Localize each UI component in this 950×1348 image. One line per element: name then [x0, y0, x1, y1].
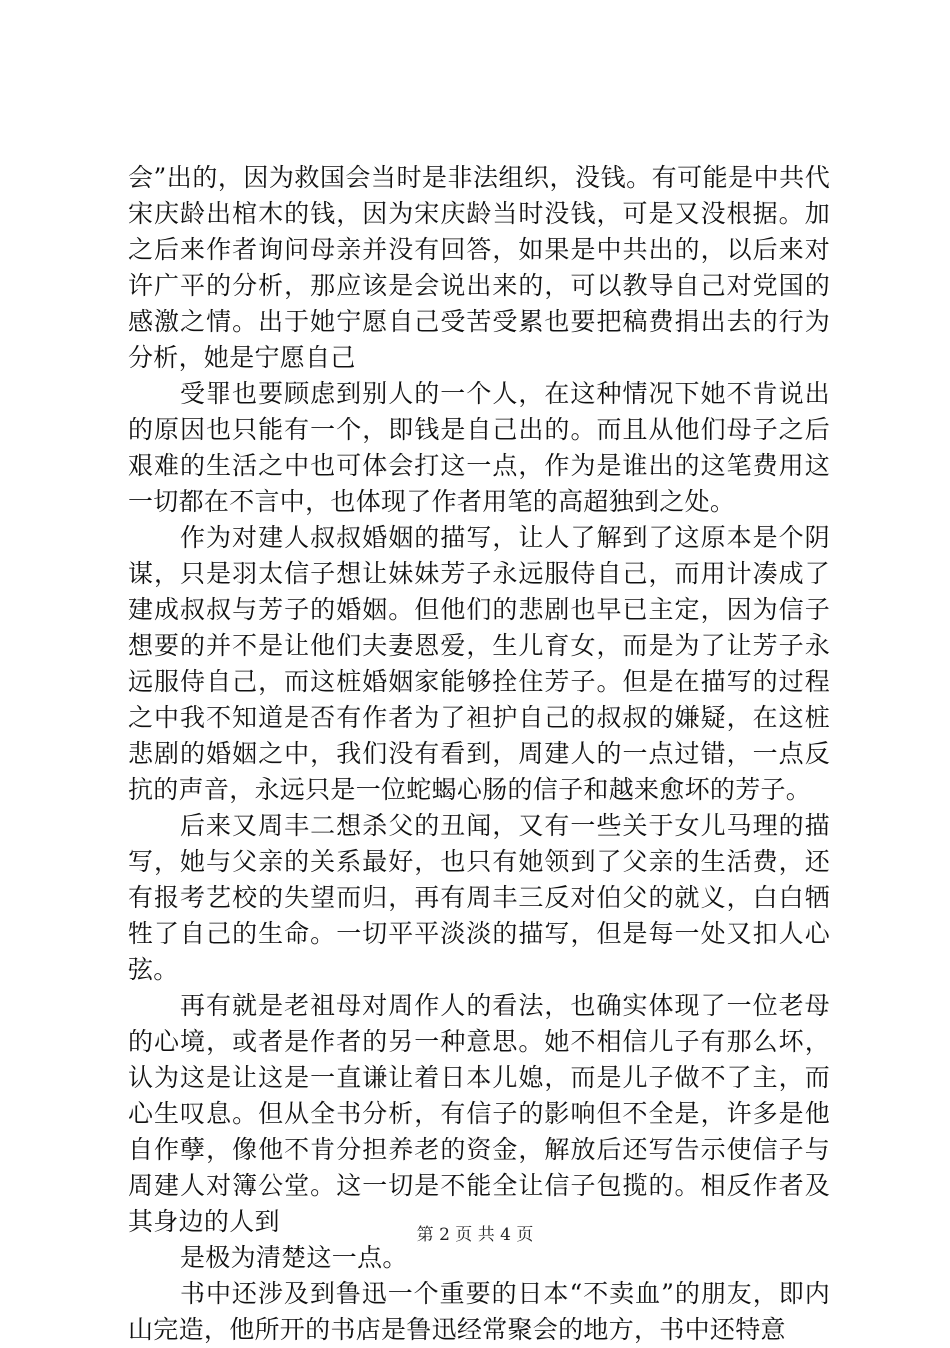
paragraph-4: 后来又周丰二想杀父的丑闻，又有一些关于女儿马理的描写，她与父亲的关系最好，也只有她领到了父亲的生活费，还有报考艺校的失望而归，再有周丰三反对伯父的就义，白白牺牲了自己的生命。一切平平淡淡的描写，但是每一处又扣人心弦。	[128, 811, 830, 984]
paragraph-2: 受罪也要顾虑到别人的一个人，在这种情况下她不肯说出的原因也只能有一个，即钱是自己出的。而且从他们母子之后艰难的生活之中也可体会打这一点，作为是谁出的这笔费用这一切都在不言中，也体现了作者用笔的高超独到之处。	[128, 379, 830, 516]
paragraph-3: 作为对建人叔叔婚姻的描写，让人了解到了这原本是个阴谋，只是羽太信子想让妹妹芳子永远服侍自己，而用计凑成了建成叔叔与芳子的婚姻。但他们的悲剧也早已主定，因为信子想要的并不是让他们夫妻恩爱，生儿育女，而是为了让芳子永远服侍自己，而这桩婚姻家能够拴住芳子。但是在描写的过程之中我不知道是否有作者为了袒护自己的叔叔的嫌疑，在这桩悲剧的婚姻之中，我们没有看到，周建人的一点过错，一点反抗的声音，永远只是一位蛇蝎心肠的信子和越来愈坏的芳子。	[128, 523, 830, 804]
paragraph-5: 再有就是老祖母对周作人的看法，也确实体现了一位老母的心境，或者是作者的另一种意思。她不相信儿子有那么坏，认为这是让这是一直谦让着日本儿媳，而是儿子做不了主，而心生叹息。但从全书分析，有信子的影响但不全是，许多是他自作孽，像他不肯分担养老的资金，解放后还写告示使信子与周建人对簿公堂。这一切是不能全让信子包揽的。相反作者及其身边的人到	[128, 991, 830, 1236]
paragraph-7: 书中还涉及到鲁迅一个重要的日本“不卖血”的朋友，即内山完造，他所开的书店是鲁迅经常聚会的地方，书中还特意	[128, 1279, 830, 1344]
document-body	[128, 160, 830, 1348]
paragraph-6: 是极为清楚这一点。	[180, 1243, 408, 1272]
page-number-footer: 第 2 页 共 4 页	[416, 1225, 534, 1245]
paragraph-1: 会”出的，因为救国会当时是非法组织，没钱。有可能是中共代宋庆龄出棺木的钱，因为宋庆龄当时没钱，可是又没根据。加之后来作者询问母亲并没有回答，如果是中共出的，以后来对许广平的分析，那应该是会说出来的，可以教导自己对党国的感激之情。出于她宁愿自己受苦受累也要把稿费捐出去的行为分析，她是宁愿自己	[128, 163, 830, 372]
